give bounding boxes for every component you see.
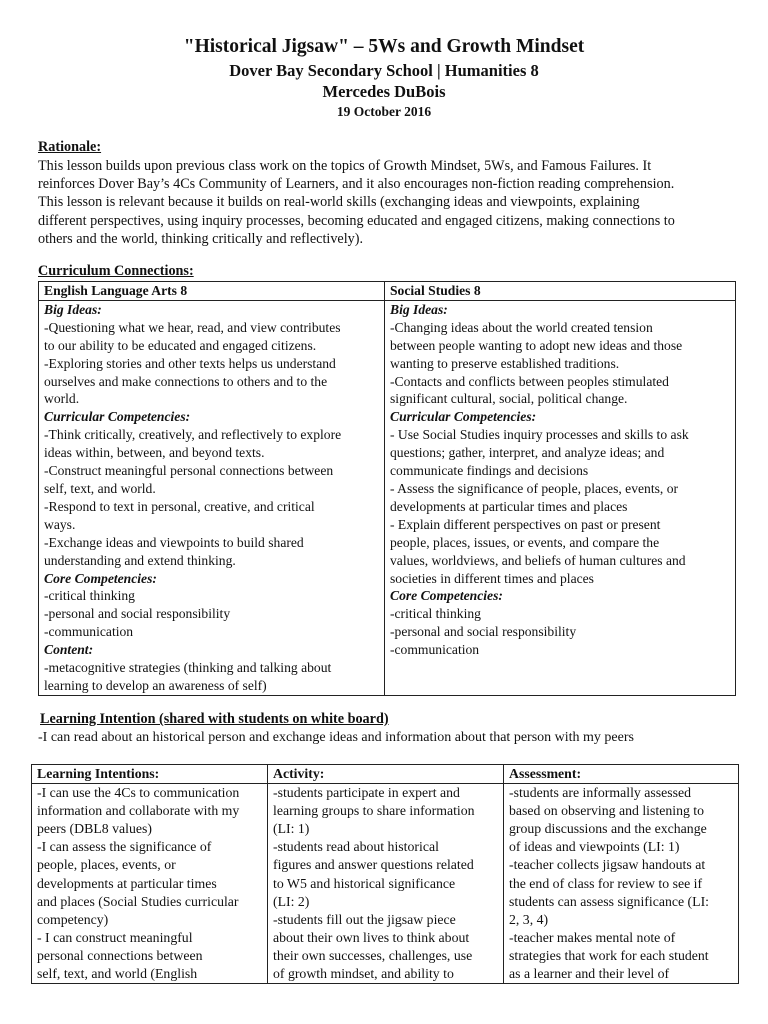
text-line: -Think critically, creatively, and reflectively to explore bbox=[44, 427, 342, 443]
table-row bbox=[32, 765, 739, 784]
ela-big-ideas bbox=[44, 319, 384, 409]
text-line: different perspectives, using inquiry processes, becoming educated and engaged citizens, making connections to bbox=[38, 212, 675, 229]
subheading-big-ideas: Big Ideas: bbox=[44, 301, 102, 317]
document-date: 19 October 2016 bbox=[336, 104, 432, 119]
text-line: developments at particular times bbox=[37, 875, 217, 891]
text-line: societies in different times and places bbox=[390, 570, 594, 586]
text-line: -I can use the 4Cs to communication bbox=[37, 785, 240, 801]
ela-competencies bbox=[44, 426, 384, 569]
text-line: ways. bbox=[44, 516, 76, 532]
table-row bbox=[32, 784, 739, 984]
text-line: learning to develop an awareness of self) bbox=[44, 677, 267, 693]
activity-list bbox=[273, 784, 503, 983]
assessment-header-cell bbox=[504, 765, 739, 784]
text-line: -Questioning what we hear, read, and view contributes bbox=[44, 319, 341, 335]
text-line: -metacognitive strategies (thinking and talking about bbox=[44, 660, 332, 676]
subheading-core-competencies: Core Competencies: bbox=[390, 588, 503, 604]
text-line: of ideas and viewpoints (LI: 1) bbox=[509, 839, 680, 855]
ss-core-competencies bbox=[390, 605, 735, 659]
intentions-cell bbox=[32, 784, 268, 984]
text-line: -students fill out the jigsaw piece bbox=[273, 911, 456, 927]
text-line: (LI: 1) bbox=[273, 821, 310, 837]
curriculum-connections-heading: Curriculum Connections: bbox=[38, 263, 194, 279]
text-line: -teacher collects jigsaw handouts at bbox=[509, 857, 706, 873]
text-line: -critical thinking bbox=[44, 588, 135, 604]
text-line: (LI: 2) bbox=[273, 893, 310, 909]
text-line: -Changing ideas about the world created tension bbox=[390, 319, 653, 335]
ss-content-cell bbox=[385, 300, 736, 695]
text-line: figures and answer questions related bbox=[273, 857, 474, 873]
column-header: Assessment: bbox=[509, 766, 582, 781]
text-line: about their own lives to think about bbox=[273, 929, 470, 945]
text-line: strategies that work for each student bbox=[509, 947, 709, 963]
text-line: people, places, events, or bbox=[37, 857, 176, 873]
subheading-curricular-competencies: Curricular Competencies: bbox=[44, 409, 191, 425]
ela-content-cell bbox=[39, 300, 385, 695]
text-line: -critical thinking bbox=[390, 606, 481, 622]
text-line: - Assess the significance of people, places, events, or bbox=[390, 480, 679, 496]
text-line: This lesson is relevant because it builds on real-world skills (exchanging ideas and viewpoints, explaining bbox=[38, 194, 640, 211]
text-line: and places (Social Studies curricular bbox=[37, 893, 239, 909]
text-line: based on observing and listening to bbox=[509, 803, 705, 819]
text-line: significant cultural, social, political change. bbox=[390, 391, 628, 407]
text-line: - I can construct meaningful bbox=[37, 929, 193, 945]
text-line: self, text, and world. bbox=[44, 480, 156, 496]
text-line: -teacher makes mental note of bbox=[509, 929, 676, 945]
text-line: as a learner and their level of bbox=[509, 966, 670, 982]
ela-header-cell bbox=[39, 282, 385, 301]
text-line: -Respond to text in personal, creative, and critical bbox=[44, 498, 315, 514]
text-line: - Explain different perspectives on past or present bbox=[390, 516, 661, 532]
text-line: people, places, issues, or events, and compare the bbox=[390, 534, 660, 550]
text-line: -Exchange ideas and viewpoints to build shared bbox=[44, 534, 304, 550]
text-line: communicate findings and decisions bbox=[390, 463, 589, 479]
school-line: Dover Bay Secondary School | Humanities 8 bbox=[229, 61, 539, 80]
text-line: world. bbox=[44, 391, 80, 407]
intentions-header-cell bbox=[32, 765, 268, 784]
assessment-list bbox=[509, 784, 738, 983]
text-line: reinforces Dover Bay’s 4Cs Community of Learners, and it also encourages non-fiction reading comprehension. bbox=[38, 176, 675, 193]
text-line: to our ability to be educated and engaged citizens. bbox=[44, 337, 317, 353]
text-line: ourselves and make connections to others and to the bbox=[44, 373, 328, 389]
column-header: Social Studies 8 bbox=[390, 283, 481, 298]
column-header: English Language Arts 8 bbox=[44, 283, 188, 298]
author-name: Mercedes DuBois bbox=[322, 82, 446, 101]
activity-cell bbox=[268, 784, 504, 984]
text-line: learning groups to share information bbox=[273, 803, 475, 819]
learning-intention-text: -I can read about an historical person and exchange ideas and information about that person with my peers bbox=[38, 730, 634, 745]
text-line: -Construct meaningful personal connections between bbox=[44, 463, 334, 479]
ela-content bbox=[44, 659, 384, 695]
text-line: peers (DBL8 values) bbox=[37, 821, 152, 837]
column-header: Activity: bbox=[273, 766, 325, 781]
text-line: self, text, and world (English bbox=[37, 966, 198, 982]
text-line: -Exploring stories and other texts helps us understand bbox=[44, 355, 336, 371]
intentions-list bbox=[37, 784, 267, 983]
text-line: information and collaborate with my bbox=[37, 803, 240, 819]
text-line: -communication bbox=[44, 624, 134, 640]
text-line: of growth mindset, and ability to bbox=[273, 966, 454, 982]
subheading-big-ideas: Big Ideas: bbox=[390, 301, 448, 317]
text-line: developments at particular times and places bbox=[390, 498, 628, 514]
text-line: - Use Social Studies inquiry processes and skills to ask bbox=[390, 427, 689, 443]
text-line: -Contacts and conflicts between peoples stimulated bbox=[390, 373, 669, 389]
assessment-cell bbox=[504, 784, 739, 984]
ss-header-cell bbox=[385, 282, 736, 301]
subheading-content: Content: bbox=[44, 642, 94, 658]
text-line: questions; gather, interpret, and analyze ideas; and bbox=[390, 445, 665, 461]
text-line: ideas within, between, and beyond texts. bbox=[44, 445, 265, 461]
rationale-paragraph bbox=[38, 157, 675, 248]
text-line: others and the world, thinking critically and reflectively). bbox=[38, 230, 364, 247]
text-line: competency) bbox=[37, 911, 109, 927]
rationale-heading: Rationale: bbox=[38, 139, 102, 155]
column-header: Learning Intentions: bbox=[37, 766, 160, 781]
text-line: -personal and social responsibility bbox=[390, 624, 577, 640]
text-line: -communication bbox=[390, 642, 480, 658]
text-line: -students participate in expert and bbox=[273, 785, 460, 801]
text-line: wanting to preserve established traditions. bbox=[390, 355, 620, 371]
text-line: -students are informally assessed bbox=[509, 785, 691, 801]
subheading-curricular-competencies: Curricular Competencies: bbox=[390, 409, 537, 425]
learning-intention-heading: Learning Intention (shared with students on white board) bbox=[40, 711, 389, 727]
subheading-core-competencies: Core Competencies: bbox=[44, 570, 157, 586]
text-line: personal connections between bbox=[37, 947, 203, 963]
table-row bbox=[39, 300, 736, 695]
text-line: group discussions and the exchange bbox=[509, 821, 707, 837]
text-line: -I can assess the significance of bbox=[37, 839, 212, 855]
ela-core-competencies bbox=[44, 587, 384, 641]
text-line: their own successes, challenges, use bbox=[273, 947, 473, 963]
document-title: "Historical Jigsaw" – 5Ws and Growth Mindset bbox=[183, 36, 585, 57]
text-line: -personal and social responsibility bbox=[44, 606, 231, 622]
table-row bbox=[39, 282, 736, 301]
ss-competencies bbox=[390, 426, 735, 587]
text-line: values, worldviews, and beliefs of human cultures and bbox=[390, 552, 686, 568]
text-line: the end of class for review to see if bbox=[509, 875, 703, 891]
text-line: understanding and extend thinking. bbox=[44, 552, 236, 568]
text-line: 2, 3, 4) bbox=[509, 911, 549, 927]
ss-big-ideas bbox=[390, 319, 735, 409]
text-line: students can assess significance (LI: bbox=[509, 893, 709, 909]
curriculum-connections-table bbox=[38, 281, 736, 696]
text-line: to W5 and historical significance bbox=[273, 875, 456, 891]
learning-intentions-table bbox=[31, 764, 739, 984]
text-line: between people wanting to adopt new ideas and those bbox=[390, 337, 683, 353]
text-line: -students read about historical bbox=[273, 839, 439, 855]
text-line: This lesson builds upon previous class work on the topics of Growth Mindset, 5Ws, and Famous Failures. It bbox=[38, 158, 652, 174]
activity-header-cell bbox=[268, 765, 504, 784]
